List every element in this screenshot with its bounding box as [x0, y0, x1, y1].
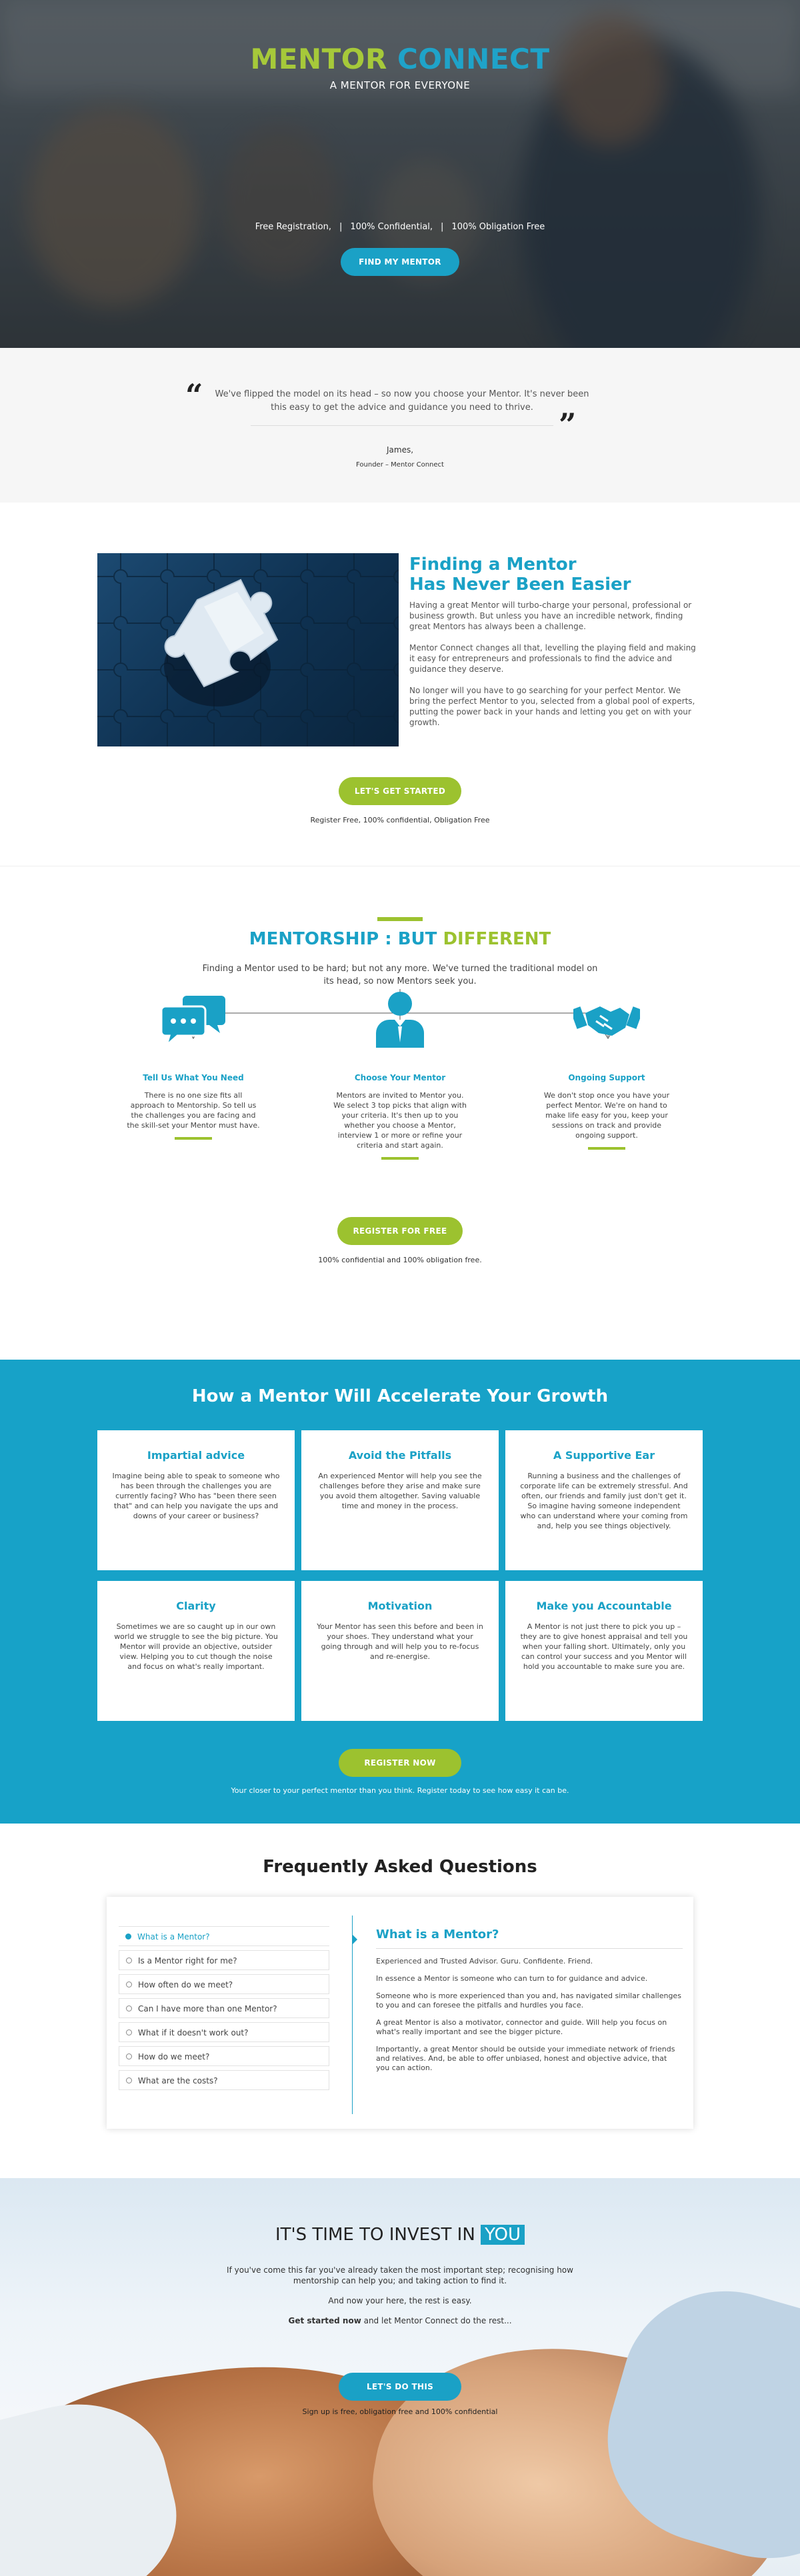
brand-logo: MENTOR CONNECT [250, 43, 550, 75]
quote-author: James, [386, 445, 414, 455]
faq-divider [352, 1916, 353, 2114]
accelerate-section [0, 1360, 800, 1824]
step-ongoing-support: Ongoing Support We don't stop once you have your perfect Mentor. We're on hand to make life easy for you, keep your sessions on track and provide ongoing support. [540, 1073, 673, 1150]
step-tell-us: Tell Us What You Need There is no one size fits all approach to Mentorship. So tell us the challenges you are facing and the skill-set your Mentor must have. [127, 1073, 260, 1140]
find-my-mentor-button[interactable]: FIND MY MENTOR [341, 248, 459, 276]
invest-paragraph-3: Get started now and let Mentor Connect do the rest... [288, 2316, 512, 2325]
founder-quote-section [0, 348, 800, 503]
finding-title: Finding a Mentor Has Never Been Easier [409, 555, 631, 595]
puzzle-image [97, 553, 399, 746]
faq-item-how-meet[interactable]: How do we meet? [119, 2046, 329, 2066]
active-arrow-icon [352, 1934, 357, 1945]
register-for-free-button[interactable]: REGISTER FOR FREE [337, 1217, 463, 1245]
faq-item-is-mentor-right[interactable]: Is a Mentor right for me? [119, 1950, 329, 1970]
radio-dot-icon [125, 1933, 131, 1939]
open-quote-icon: “ [185, 377, 203, 413]
invest-paragraph-2: And now your here, the rest is easy. [328, 2296, 472, 2305]
radio-dot-icon [126, 2077, 132, 2083]
faq-item-doesnt-work-out[interactable]: What if it doesn't work out? [119, 2022, 329, 2042]
finding-body: Having a great Mentor will turbo-charge your personal, professional or business growth. But unless you have an incredible network, finding great Mentors has always been a challenge. Mentor Connect changes all that, levelling the playing field and making it easy for entrepreneurs and professionals to find the advice and guidance they deserve. No longer will you have to go searching for your perfect Mentor. We bring the perfect Mentor to you, selected from a global pool of experts, putting the power back in your hands and letting you get on with your growth. [409, 601, 696, 727]
invest-note: Sign up is free, obligation free and 100% confidential [302, 2407, 498, 2416]
radio-dot-icon [126, 2005, 132, 2011]
mentorship-intro: Finding a Mentor used to be hard; but not any more. We've turned the traditional model on its head, so now Mentors seek you. [202, 964, 598, 986]
benefit-card-motivation: Motivation Your Mentor has seen this before and been in your shoes. They understand what your going through and will help you to re-focus and re-energise. [301, 1581, 499, 1721]
faq-title: Frequently Asked Questions [263, 1857, 537, 1877]
faq-question-list [119, 1926, 329, 2094]
invest-title: IT'S TIME TO INVEST IN YOU [0, 2225, 800, 2245]
mentorship-title: MENTORSHIP : BUT DIFFERENT [249, 929, 551, 949]
benefit-card-avoid-pitfalls: Avoid the Pitfalls An experienced Mentor will help you see the challenges before they arise and make sure you avoid them altogether. Saving valuable time and money in the process. [301, 1430, 499, 1570]
radio-dot-icon [126, 1981, 132, 1987]
faq-item-more-than-one[interactable]: Can I have more than one Mentor? [119, 1998, 329, 2018]
quote-divider [251, 425, 553, 426]
accelerate-note: Your closer to your perfect mentor than you think. Register today to see how easy it can be. [231, 1786, 569, 1795]
radio-dot-icon [126, 2029, 132, 2035]
radio-dot-icon [126, 2053, 132, 2059]
register-now-button[interactable]: REGISTER NOW [339, 1749, 461, 1777]
faq-item-costs[interactable]: What are the costs? [119, 2070, 329, 2090]
benefit-card-clarity: Clarity Sometimes we are so caught up in our own world we struggle to see the big picture. You Mentor will provide an objective, outsider view. Helping you to cut though the noise and focus on what's really important. [97, 1581, 295, 1721]
faq-panel [107, 1897, 693, 2129]
benefit-card-supportive-ear: A Supportive Ear Running a business and the challenges of corporate life can be extremely stressful. And often, our friends and family just don't get it. So imagine having someone independent who can understand where your coming from and, help you see things objectively. [505, 1430, 703, 1570]
faq-section [0, 1824, 800, 2178]
mentorship-note: 100% confidential and 100% obligation free. [318, 1256, 482, 1264]
invest-paragraph-1: If you've come this far you've already taken the most important step; recognising how mentorship can help you; and taking action to find it. [227, 2265, 573, 2285]
businessman-icon [367, 989, 433, 1049]
lets-get-started-button[interactable]: LET'S GET STARTED [339, 777, 461, 805]
mentorship-section [0, 866, 800, 1360]
faq-item-what-is-mentor[interactable]: What is a Mentor? [119, 1926, 329, 1946]
close-quote-icon: ” [559, 407, 577, 443]
handshake-icon [573, 989, 640, 1049]
hero-tagline: A MENTOR FOR EVERYONE [329, 79, 471, 91]
hero-section [0, 0, 800, 348]
finding-note: Register Free, 100% confidential, Obligation Free [310, 816, 490, 824]
chat-bubbles-icon [160, 989, 227, 1049]
faq-item-how-often[interactable]: How often do we meet? [119, 1974, 329, 1994]
section-accent-bar [377, 917, 423, 921]
benefit-card-accountable: Make you Accountable A Mentor is not just there to pick you up – they are to give honest appraisal and tell you when your falling short. Ultimately, only you can control your success and you Mentor will hold you accountable to make sure you are. [505, 1581, 703, 1721]
finding-section [0, 503, 800, 866]
quote-author-role: Founder – Mentor Connect [356, 461, 444, 469]
accelerate-title: How a Mentor Will Accelerate Your Growth [191, 1386, 609, 1406]
step-choose-mentor: Choose Your Mentor Mentors are invited to Mentor you. We select 3 top picks that align with your criteria. It's then up to you whether you choose a Mentor, interview 1 or more or refine your criteria and start again. [333, 1073, 467, 1160]
quote-text: We've flipped the model on its head – so now you choose your Mentor. It's never been this easy to get the advice and guidance you need to thrive. [215, 389, 589, 413]
faq-answer: What is a Mentor? Experienced and Trusted Advisor. Guru. Confidente. Friend. In essence a Mentor is someone who can turn to for guidance and advice. Someone who is more experienced than you and, has navigated similar challenges to you and can foresee the pitfalls and hurdles you face. A great Mentor is also a motivator, connector and guide. Will help you focus on what's really important and see the bigger picture. Importantly, a great Mentor should be outside your immediate network of friends and relatives. And, be able to offer unbiased, honest and objective advice, that you can action. [376, 1928, 683, 2073]
lets-do-this-button[interactable]: LET'S DO THIS [339, 2373, 461, 2401]
radio-dot-icon [126, 1957, 132, 1963]
benefit-card-impartial-advice: Impartial advice Imagine being able to speak to someone who has been through the challenges you are currently facing? Who has "been there seen that" and can help you navigate the ups and downs of your career or business? [97, 1430, 295, 1570]
hero-benefits: Free Registration, | 100% Confidential, | 100% Obligation Free [255, 222, 545, 232]
invest-section [0, 2178, 800, 2576]
